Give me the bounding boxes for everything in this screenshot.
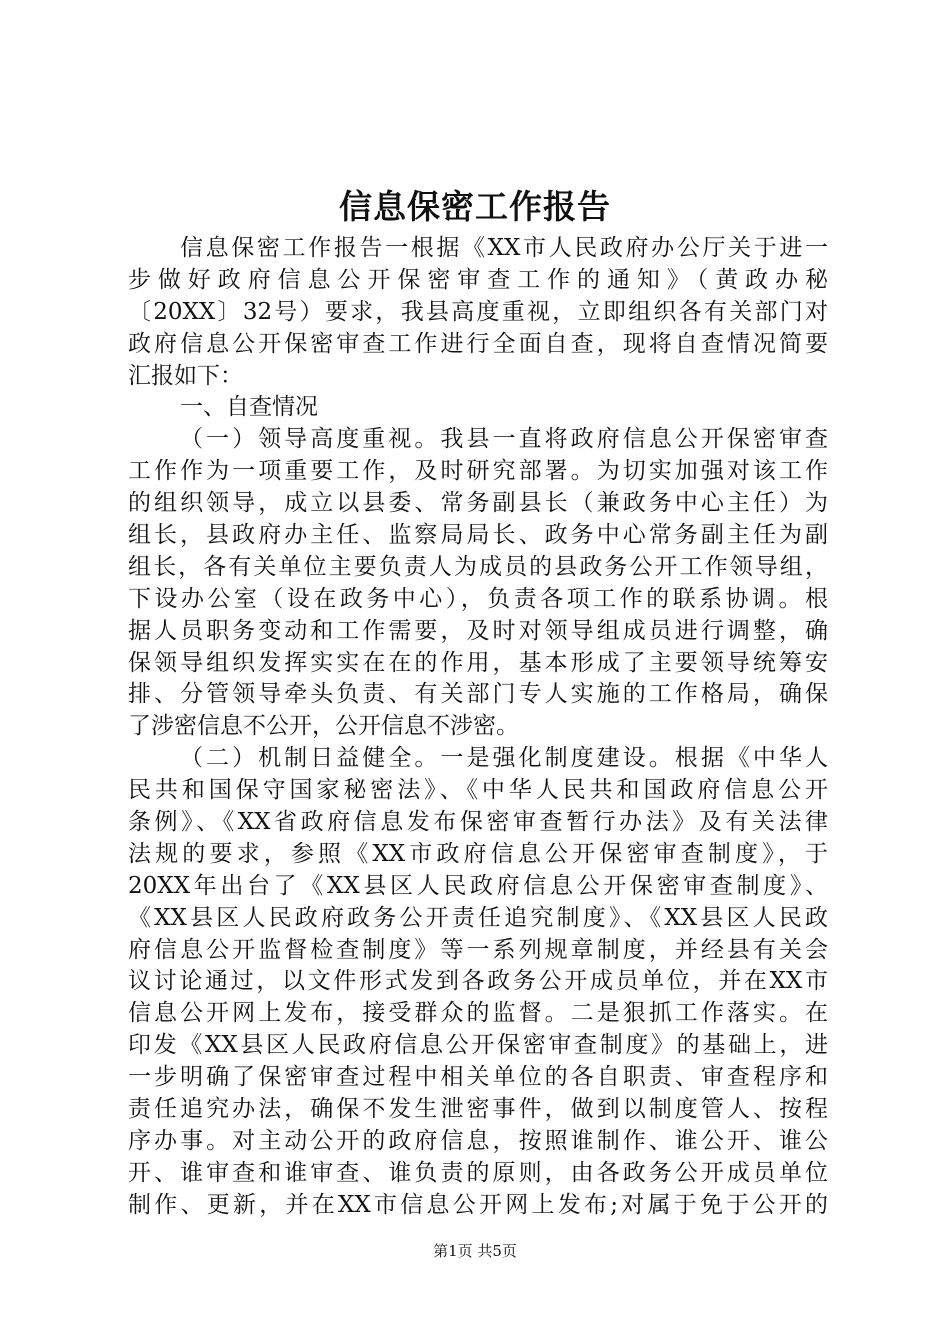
body-line: 信息保密工作报告一根据《XX市人民政府办公厅关于进一 xyxy=(180,235,828,261)
body-line: 印发《XX县区人民政府信息公开保密审查制度》的基础上，进 xyxy=(128,1032,828,1059)
body-line: 〔20XX〕32号）要求，我县高度重视，立即组织各有关部门对 xyxy=(128,298,828,325)
document-body xyxy=(128,233,828,1222)
body-line: 条例》、《XX省政府信息发布保密审查暂行办法》及有关法律 xyxy=(128,809,828,836)
body-line: 步做好政府信息公开保密审查工作的通知》（黄政办秘 xyxy=(128,266,828,293)
body-line: 一、自查情况 xyxy=(180,394,318,421)
body-line: （一）领导高度重视。我县一直将政府信息公开保密审查 xyxy=(180,426,828,453)
body-line: 据人员职务变动和工作需要，及时对领导组成员进行调整，确 xyxy=(128,617,828,644)
body-line: 信息公开网上发布，接受群众的监督。二是狠抓工作落实。在 xyxy=(128,1000,828,1027)
body-line: 一步明确了保密审查过程中相关单位的各自职责、审查程序和 xyxy=(128,1064,828,1091)
body-line: 组长，各有关单位主要负责人为成员的县政务公开工作领导组， xyxy=(128,553,828,580)
page-footer: 第1页 共5页 xyxy=(433,1242,517,1260)
body-line: 20XX年出台了《XX县区人民政府信息公开保密审查制度》、 xyxy=(128,872,828,899)
body-line: 开、谁审查和谁审查、谁负责的原则，由各政务公开成员单位 xyxy=(128,1159,828,1186)
body-line: 工作作为一项重要工作，及时研究部署。为切实加强对该工作 xyxy=(128,458,828,485)
body-line: 议讨论通过，以文件形式发到各政务公开成员单位，并在XX市 xyxy=(128,968,828,995)
body-line: 民共和国保守国家秘密法》、《中华人民共和国政府信息公开 xyxy=(128,777,828,804)
body-line: 了涉密信息不公开，公开信息不涉密。 xyxy=(128,713,519,740)
body-line: （二）机制日益健全。一是强化制度建设。根据《中华人 xyxy=(180,745,828,772)
body-line: 排、分管领导牵头负责、有关部门专人实施的工作格局，确保 xyxy=(128,681,828,708)
body-line: 汇报如下： xyxy=(128,362,243,389)
body-line: 责任追究办法，确保不发生泄密事件，做到以制度管人、按程 xyxy=(128,1096,828,1123)
body-line: 府信息公开监督检查制度》等一系列规章制度，并经县有关会 xyxy=(128,936,828,963)
body-line: 的组织领导，成立以县委、常务副县长（兼政务中心主任）为 xyxy=(128,490,828,517)
body-line: 法规的要求，参照《XX市政府信息公开保密审查制度》，于 xyxy=(128,840,828,867)
document-title: 信息保密工作报告 xyxy=(339,187,611,226)
body-line: 政府信息公开保密审查工作进行全面自查，现将自查情况简要 xyxy=(128,330,828,357)
body-line: 保领导组织发挥实实在在的作用，基本形成了主要领导统筹安 xyxy=(128,649,828,676)
body-line: 下设办公室（设在政务中心），负责各项工作的联系协调。根 xyxy=(128,585,828,612)
body-line: 序办事。对主动公开的政府信息，按照谁制作、谁公开、谁公 xyxy=(128,1127,828,1154)
body-line: 《XX县区人民政府政务公开责任追究制度》、《XX县区人民政 xyxy=(128,904,828,931)
body-line: 制作、更新，并在XX市信息公开网上发布;对属于免于公开的 xyxy=(128,1191,828,1218)
body-line: 组长，县政府办主任、监察局局长、政务中心常务副主任为副 xyxy=(128,522,828,549)
